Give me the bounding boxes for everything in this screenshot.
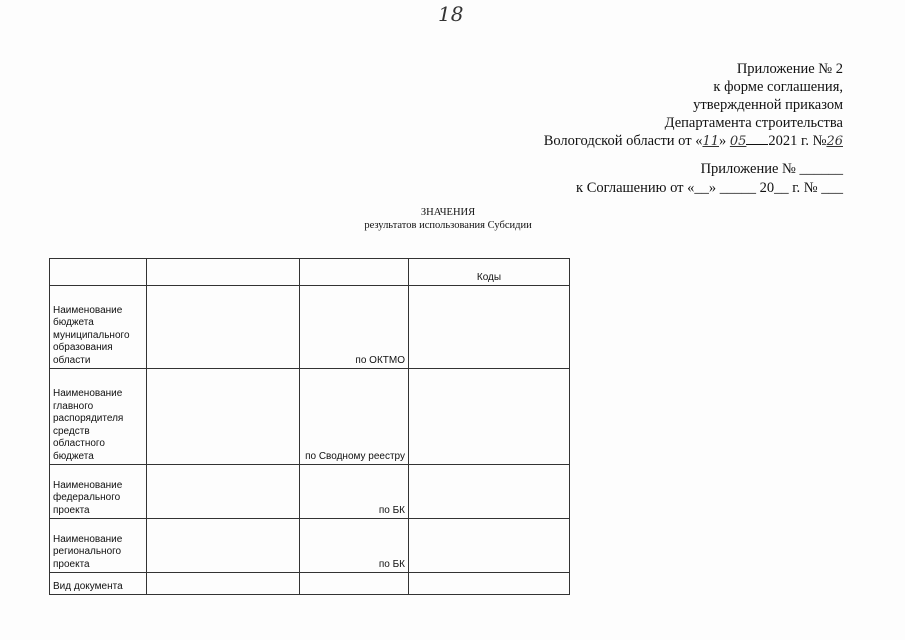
handwritten-day: 11: [702, 134, 719, 149]
table-row: [50, 286, 570, 369]
header-date-prefix: Вологодской области от «: [543, 133, 703, 149]
code-cell: [409, 519, 570, 573]
header-line-5: [544, 132, 843, 151]
subsidy-results-table: [49, 258, 570, 595]
value-cell: [147, 519, 300, 573]
header-line-3: утвержденной приказом: [693, 97, 843, 113]
approval-header: [544, 60, 843, 151]
date-underline: [746, 134, 768, 145]
row-label: Вид документа: [50, 573, 147, 595]
annex-line-1: Приложение № ______: [700, 161, 843, 177]
handwritten-month: 05: [729, 134, 747, 149]
header-line-1: Приложение № 2: [736, 61, 843, 77]
title-sub: результатов использования Субсидии: [364, 220, 532, 231]
code-label: по Сводному реестру: [300, 369, 409, 465]
code-cell: [409, 573, 570, 595]
annex-line-2: к Соглашению от «__» _____ 20__ г. № ___: [576, 180, 843, 196]
code-label: по ОКТМО: [300, 286, 409, 369]
value-cell: [147, 465, 300, 519]
header-cell-empty: [50, 259, 147, 286]
row-label: Наименование главного распорядителя средств областного бюджета: [50, 369, 147, 465]
table-header-row: [50, 259, 570, 286]
code-cell: [409, 465, 570, 519]
header-cell-empty: [147, 259, 300, 286]
row-label: Наименование регионального проекта: [50, 519, 147, 573]
code-label: [300, 573, 409, 595]
document-title: [298, 206, 598, 232]
header-number-sign: №: [812, 133, 827, 149]
table-row: [50, 465, 570, 519]
table-row: [50, 369, 570, 465]
header-date-mid: »: [719, 133, 727, 149]
codes-header: Коды: [409, 259, 570, 286]
header-line-4: Департамента строительства: [664, 115, 843, 131]
code-label: по БК: [300, 519, 409, 573]
value-cell: [147, 573, 300, 595]
annex-header: [576, 160, 843, 198]
table-row: [50, 573, 570, 595]
handwritten-page-number: 18: [438, 2, 464, 26]
code-label: по БК: [300, 465, 409, 519]
header-cell-empty: [300, 259, 409, 286]
value-cell: [147, 369, 300, 465]
code-cell: [409, 286, 570, 369]
header-line-2: к форме соглашения,: [713, 79, 843, 95]
code-cell: [409, 369, 570, 465]
handwritten-order-number: 26: [826, 134, 843, 149]
value-cell: [147, 286, 300, 369]
header-year: 2021 г.: [768, 133, 809, 149]
table-row: [50, 519, 570, 573]
row-label: Наименование федерального проекта: [50, 465, 147, 519]
title-main: ЗНАЧЕНИЯ: [420, 207, 476, 218]
row-label: Наименование бюджета муниципального образования области: [50, 286, 147, 369]
